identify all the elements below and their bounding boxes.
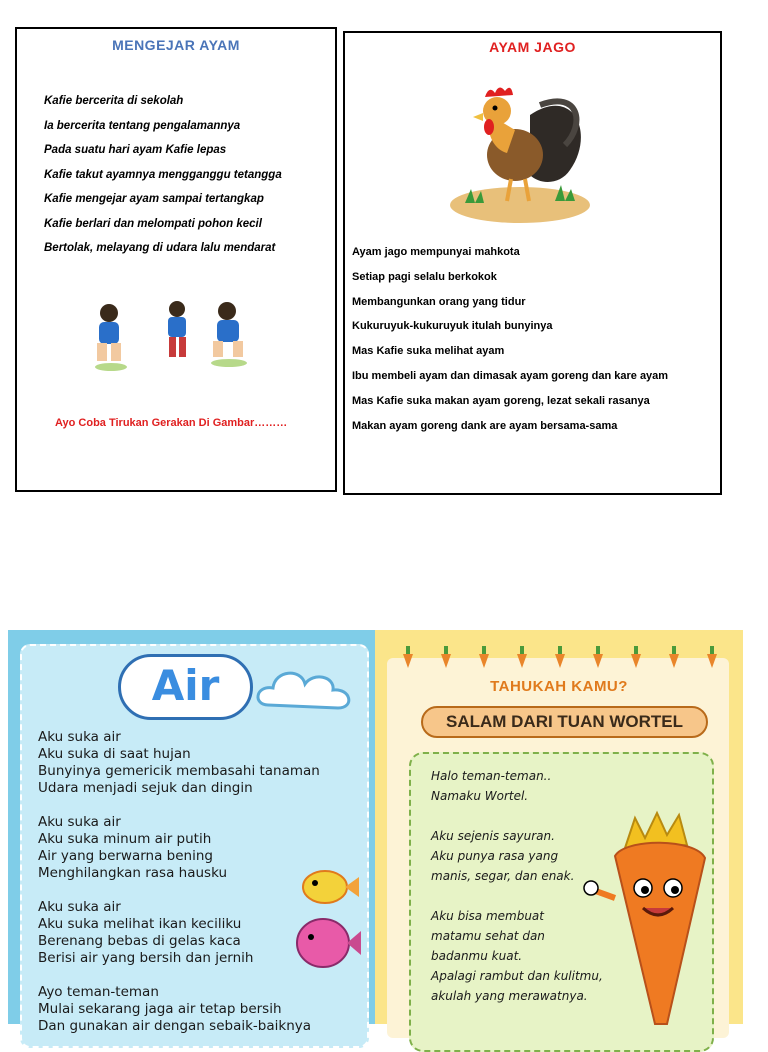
stanza-gap (38, 882, 320, 899)
poem-line: akulah yang merawatnya. (431, 989, 588, 1003)
card-title: MENGEJAR AYAM (112, 37, 240, 53)
cloud-icon (253, 660, 358, 715)
poem-line: Ibu membeli ayam dan dimasak ayam goreng dan kare ayam (352, 369, 669, 382)
poem-line: Ayam jago mempunyai mahkota (352, 246, 520, 258)
stanza-gap (38, 967, 320, 984)
poster-title: SALAM DARI TUAN WORTEL (421, 706, 708, 738)
jumping-kids-illustration (47, 299, 267, 379)
poem-line: Kafie takut ayamnya mengganggu tetangga (44, 168, 282, 181)
poem-line: Mulai sekarang jaga air tetap bersih (38, 1001, 282, 1017)
poem-line: Kafie bercerita di sekolah (44, 95, 184, 107)
poem-line: Halo teman-teman.. (431, 769, 552, 783)
poem-line: Berenang bebas di gelas kaca (38, 933, 241, 949)
poem-line: Apalagi rambut dan kulitmu, (431, 969, 603, 983)
poem-line: Mas Kafie suka melihat ayam (352, 345, 505, 358)
poem-line: Pada suatu hari ayam Kafie lepas (44, 144, 227, 156)
poem-line: Kafie berlari dan melompati pohon kecil (44, 217, 262, 230)
poster-air (8, 630, 375, 1034)
poem-line: Menghilangkan rasa hausku (38, 865, 228, 881)
story-card-ayam-jago (343, 31, 722, 495)
poem-line: Namaku Wortel. (431, 789, 529, 803)
carrot-mascot-icon (585, 808, 735, 1024)
poem-line: manis, segar, dan enak. (431, 869, 575, 883)
story-card-mengejar-ayam (15, 27, 337, 492)
poem-line: Air yang berwarna bening (38, 848, 213, 864)
poem-line: Kafie mengejar ayam sampai tertangkap (44, 193, 264, 205)
poem-lines (431, 766, 603, 1006)
poem-line: Aku bisa membuat (431, 909, 544, 923)
poem-line: Bunyinya gemericik membasahi tanaman (38, 763, 320, 779)
poem-line: Makan ayam goreng dank are ayam bersama-sama (352, 419, 618, 432)
kid-figure-1 (95, 304, 127, 371)
poem-line: Membangunkan orang yang tidur (352, 295, 526, 308)
carrot-border (395, 644, 725, 675)
poster-title: Air (118, 654, 253, 720)
stanza-gap (38, 797, 320, 814)
activity-caption: Ayo Coba Tirukan Gerakan Di Gambar……… (55, 417, 288, 429)
poem-line: Aku suka air (38, 899, 121, 915)
stanza-gap (431, 806, 603, 826)
card-title: AYAM JAGO (489, 39, 576, 55)
poem-line: Aku suka di saat hujan (38, 746, 191, 762)
poem-lines (352, 240, 668, 438)
poem-line: matamu sehat dan (431, 929, 545, 943)
poem-line: badanmu kuat. (431, 949, 523, 963)
poem-line: Udara menjadi sejuk dan dingin (38, 780, 253, 796)
poem-line: Bertolak, melayang di udara lalu mendarat (44, 242, 276, 254)
poem-line: Setiap pagi selalu berkokok (352, 270, 497, 283)
poem-line: Berisi air yang bersih dan jernih (38, 950, 254, 966)
poem-line: Aku suka melihat ikan keciliku (38, 916, 242, 932)
poem-lines (44, 89, 282, 261)
poem-line: Ayo teman-teman (38, 984, 159, 1000)
poem-line: Aku sejenis sayuran. (431, 829, 555, 843)
stanza-gap (431, 886, 603, 906)
kid-figure-3 (211, 302, 247, 367)
poem-line: Aku suka air (38, 814, 121, 830)
kid-figure-2 (168, 301, 186, 357)
poster-kicker: TAHUKAH KAMU? (490, 678, 628, 695)
poem-line: Dan gunakan air dengan sebaik-baiknya (38, 1018, 312, 1034)
fish-icon (293, 865, 363, 975)
carrot-border-icons (395, 644, 725, 670)
rooster-illustration (445, 75, 595, 225)
poem-line: Aku punya rasa yang (431, 849, 559, 863)
poem-line: Kukuruyuk-kukuruyuk itulah bunyinya (352, 320, 553, 333)
poem-line: Ia bercerita tentang pengalamannya (44, 119, 241, 132)
poster-tuan-wortel (375, 630, 743, 1024)
poem-line: Mas Kafie suka makan ayam goreng, lezat sekali rasanya (352, 394, 650, 407)
poem-line: Aku suka air (38, 729, 121, 745)
poem-line: Aku suka minum air putih (38, 831, 212, 847)
poem-lines (38, 729, 320, 1035)
